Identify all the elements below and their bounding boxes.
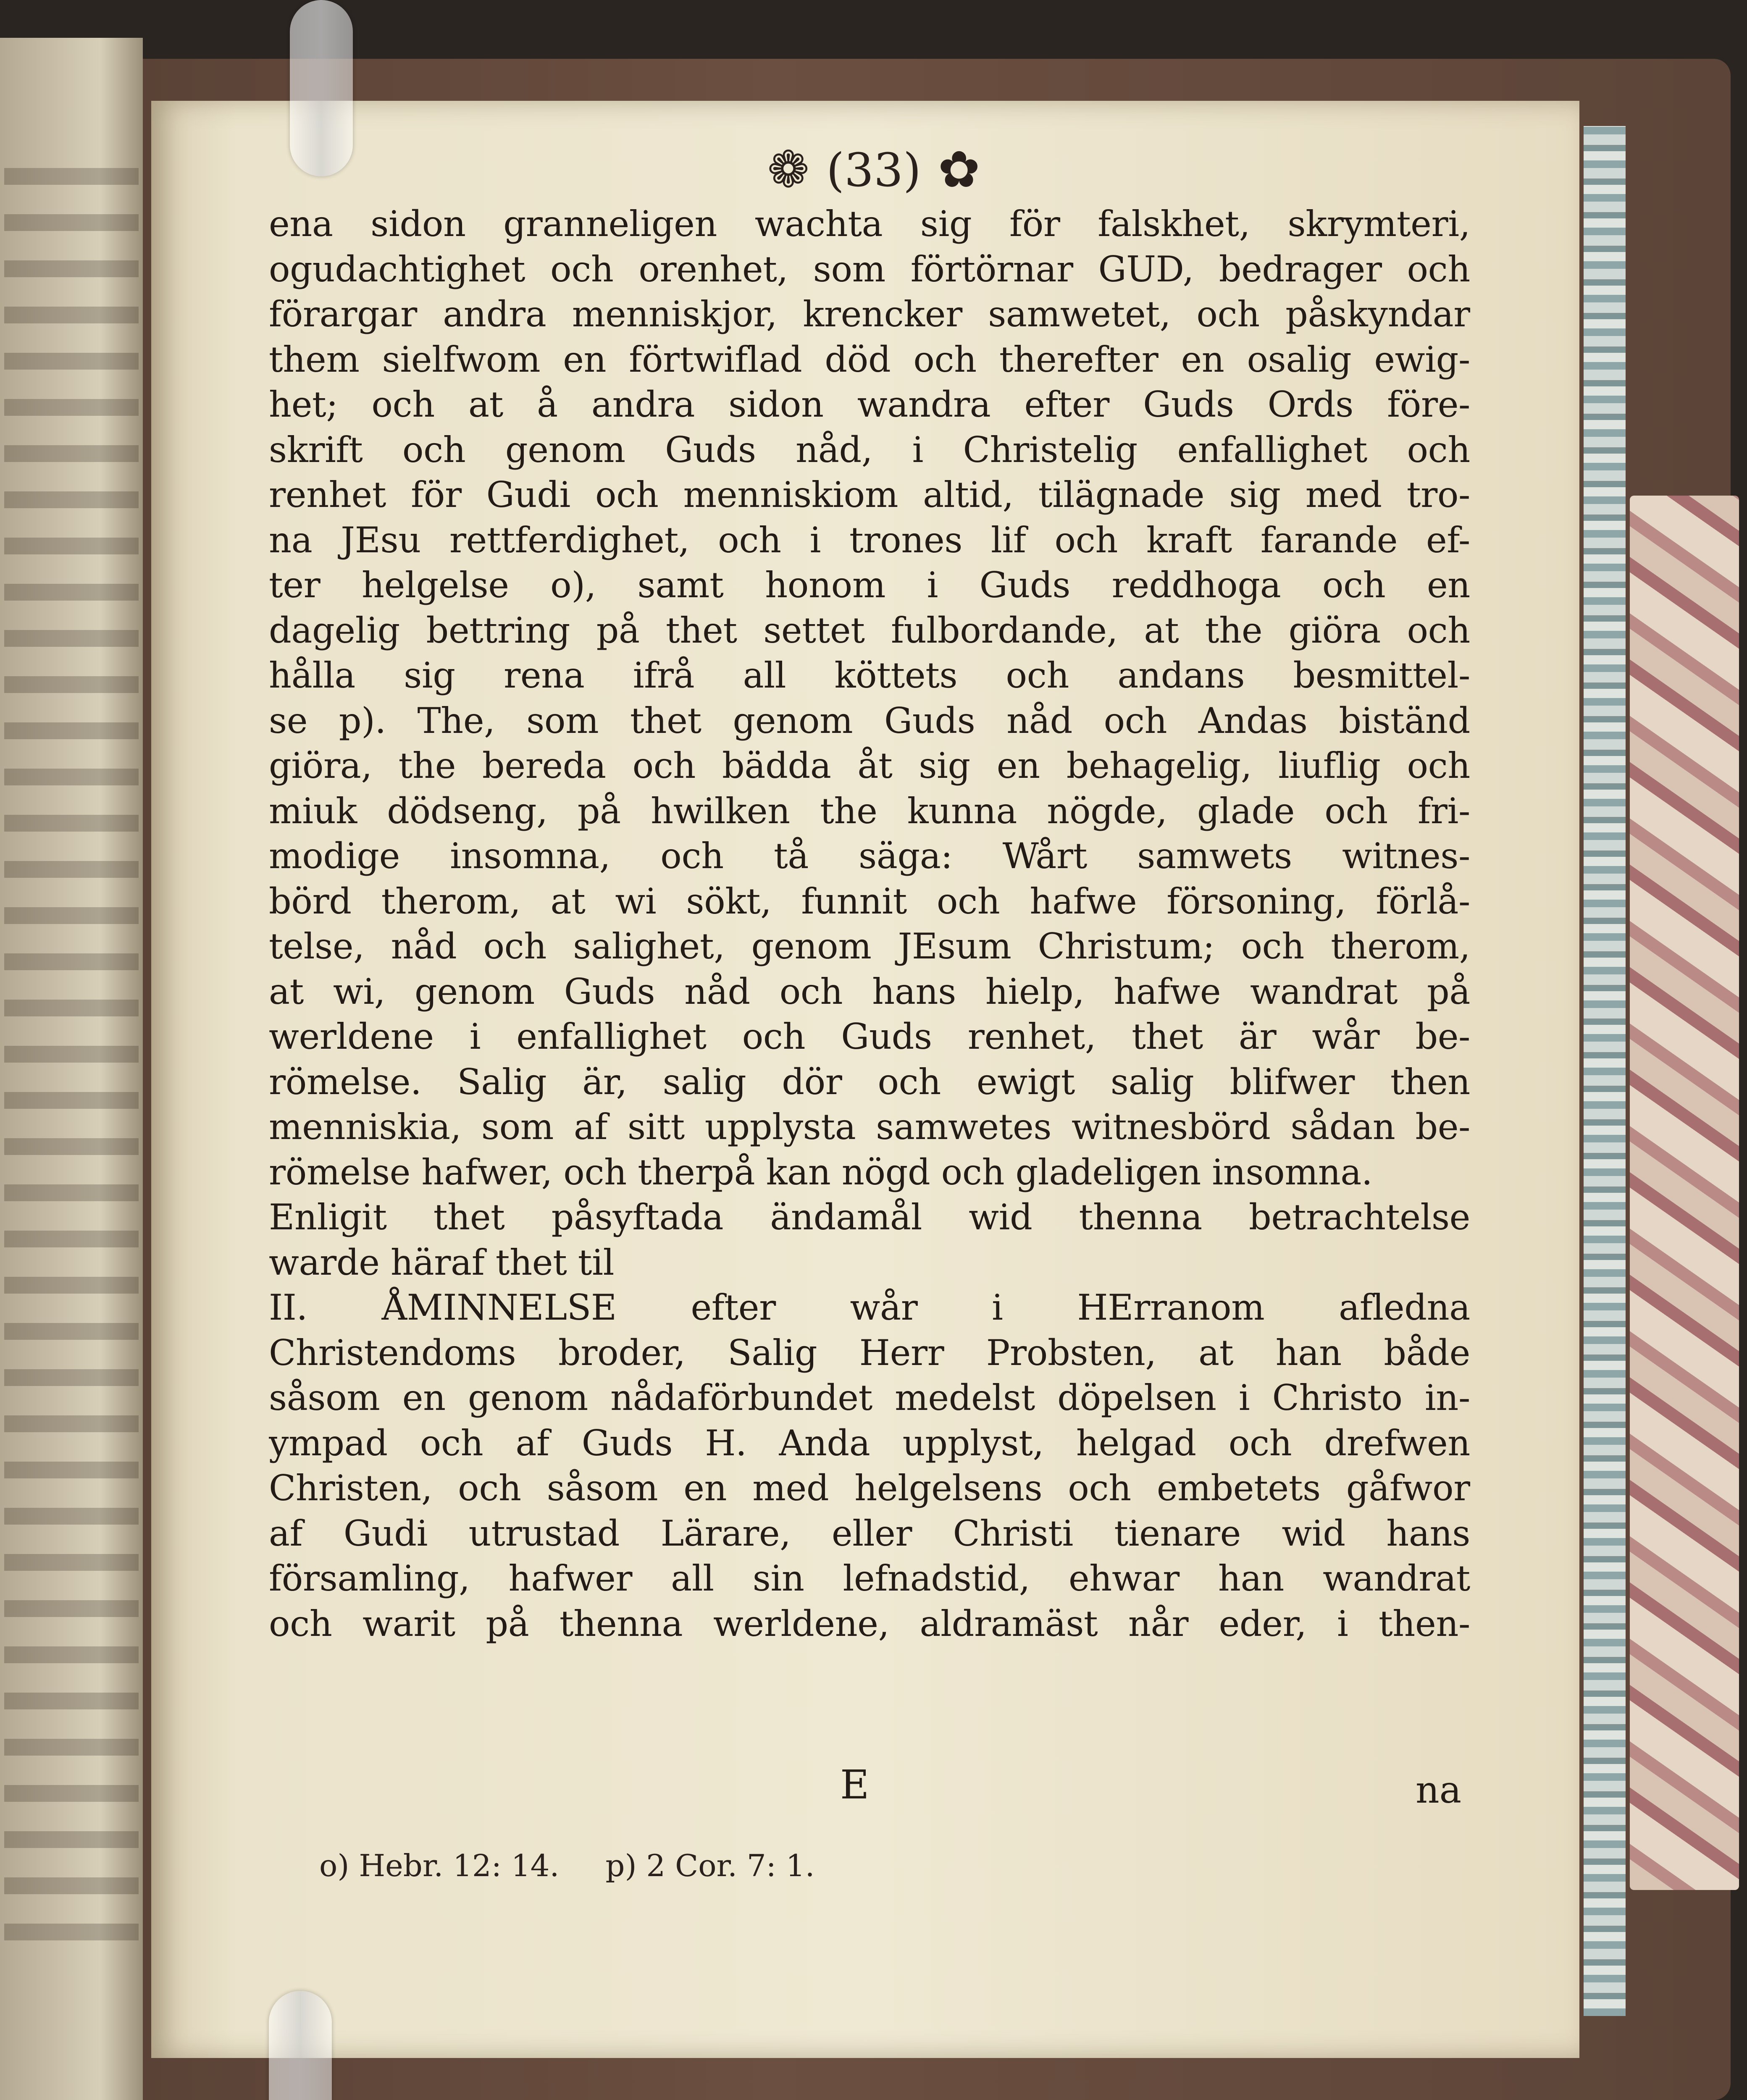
ornament-right-icon: ✿ [938, 141, 980, 199]
text-line: them sielfwom en förtwiflad död och therefter en osalig ewig- [269, 339, 1470, 380]
text-line: ympad och af Guds H. Anda upplyst, helgad och drefwen [269, 1422, 1470, 1464]
text-line: Christen, och såsom en med helgelsens och embetets gåfwor [269, 1467, 1470, 1509]
text-line: börd therom, at wi sökt, funnit och hafwe försoning, förlå- [269, 880, 1470, 922]
footnote: p) 2 Cor. 7: 1. [605, 1848, 815, 1883]
catchword: na [1416, 1768, 1462, 1811]
text-line: hålla sig rena ifrå all köttets och andans besmittel- [269, 655, 1470, 696]
text-line: werldene i enfallighet och Guds renhet, thet är wår be- [269, 1016, 1470, 1057]
left-page-text-bleed [4, 164, 139, 1970]
text-line: och warit på thenna werldene, aldramäst når eder, i then- [269, 1603, 1470, 1644]
section-heading-line: II. ÅMINNELSE efter wår i HErranom afledna [269, 1287, 1470, 1328]
page-edge-binding [1584, 126, 1626, 2016]
text-line: dagelig bettring på thet settet fulbordande, at the giöra och [269, 609, 1470, 651]
ornament-left-icon: ❁ [767, 141, 810, 199]
text-line: ena sidon granneligen wachta sig för falskhet, skrymteri, [269, 203, 1470, 244]
text-line: at wi, genom Guds nåd och hans hielp, hafwe wandrat på [269, 971, 1470, 1012]
signature-mark: E [840, 1762, 870, 1808]
text-line: Christendoms broder, Salig Herr Probsten, at han både [269, 1332, 1470, 1373]
text-line: såsom en genom nådaförbundet medelst döpelsen i Christo in- [269, 1377, 1470, 1418]
page-number: (33) [826, 143, 921, 197]
text-line: menniskia, som af sitt upplysta samwetes witnesbörd sådan be- [269, 1106, 1470, 1147]
left-page [0, 38, 143, 2100]
text-line: römelse hafwer, och therpå kan nögd och gladeligen insomna. [269, 1151, 1373, 1193]
text-line: römelse. Salig är, salig dör och ewigt salig blifwer then [269, 1061, 1470, 1102]
text-line: na JEsu rettferdighet, och i trones lif och kraft farande ef- [269, 519, 1470, 561]
marbled-endpaper [1630, 496, 1739, 1890]
text-line: renhet för Gudi och menniskiom altid, tilägnade sig med tro- [269, 474, 1470, 515]
footnotes [319, 1848, 1453, 1883]
text-line: skrift och genom Guds nåd, i Christelig enfallighet och [269, 429, 1470, 470]
text-line: af Gudi utrustad Lärare, eller Christi tienare wid hans [269, 1512, 1470, 1554]
page-header [706, 134, 1042, 206]
text-line: modige insomna, och tå säga: Wårt samwets witnes- [269, 835, 1470, 877]
page-clip-top [290, 0, 353, 176]
text-line: telse, nåd och salighet, genom JEsum Christum; och therom, [269, 926, 1470, 967]
text-line: förargar andra menniskjor, krencker samwetet, och påskyndar [269, 294, 1470, 335]
footnote: o) Hebr. 12: 14. [319, 1848, 560, 1883]
body-text [269, 202, 1470, 1785]
text-line: giöra, the bereda och bädda åt sig en behagelig, liuflig och [269, 745, 1470, 786]
text-line: het; och at å andra sidon wandra efter Guds Ords före- [269, 384, 1470, 425]
text-line: församling, hafwer all sin lefnadstid, ehwar han wandrat [269, 1558, 1470, 1599]
text-line: Enligit thet påsyftada ändamål wid thenna betrachtelse [269, 1197, 1470, 1238]
text-line: se p). The, som thet genom Guds nåd och Andas biständ [269, 700, 1470, 741]
text-line: warde häraf thet til [269, 1242, 615, 1283]
text-line: ter helgelse o), samt honom i Guds reddhoga och en [269, 564, 1470, 606]
text-line: ogudachtighet och orenhet, som förtörnar GUD, bedrager och [269, 248, 1470, 290]
text-line: miuk dödseng, på hwilken the kunna nögde, glade och fri- [269, 790, 1470, 832]
page-clip-bottom [269, 1991, 332, 2100]
